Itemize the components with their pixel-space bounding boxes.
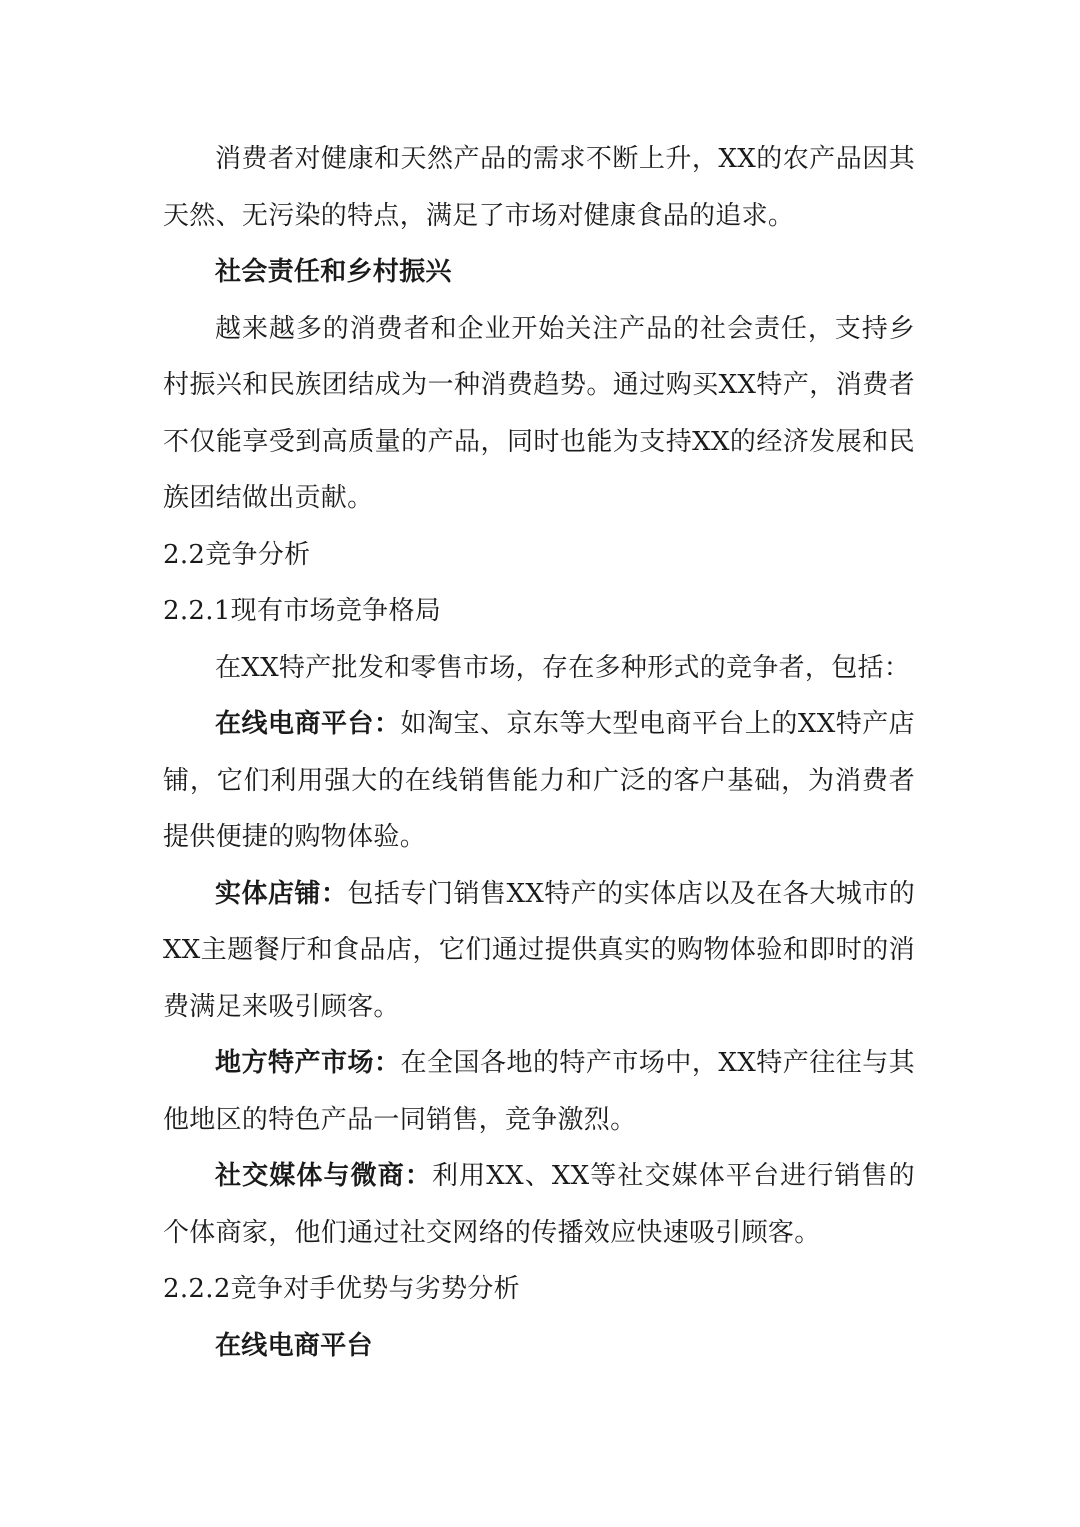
list-item-text: 在全国各地的特产市场中，XX特产往往与其他地区的特色产品一同销售，竞争激烈。 [163, 1048, 915, 1135]
heading-online-platform: 在线电商平台 [215, 1330, 373, 1361]
paragraph-social-responsibility: 越来越多的消费者和企业开始关注产品的社会责任，支持乡村振兴和民族团结成为一种消费趋势。通过购买XX特产，消费者不仅能享受到高质量的产品，同时也能为支持XX的经济发展和民族团结做出贡献。 [163, 313, 915, 513]
heading-market-landscape: 2.2.1现有市场竞争格局 [163, 596, 442, 626]
heading-competitor-swot: 2.2.2竞争对手优势与劣势分析 [163, 1274, 520, 1304]
list-item-social-media [163, 1148, 915, 1261]
list-item-text: 包括专门销售XX特产的实体店以及在各大城市的XX主题餐厅和食品店，它们通过提供真实的购物体验和即时的消费满足来吸引顾客。 [163, 878, 915, 1022]
list-item-text: 利用XX、XX等社交媒体平台进行销售的个体商家，他们通过社交网络的传播效应快速吸引顾客。 [163, 1161, 915, 1248]
list-item-physical-store [163, 866, 915, 1036]
list-item-lead: 实体店铺： [215, 878, 348, 909]
paragraph-competitors-intro: 在XX特产批发和零售市场，存在多种形式的竞争者，包括： [215, 652, 911, 683]
heading-social-responsibility: 社会责任和乡村振兴 [215, 257, 452, 287]
list-item-lead: 地方特产市场： [215, 1048, 401, 1078]
list-item-lead: 在线电商平台： [215, 709, 401, 739]
document-page [163, 131, 915, 1374]
list-item-lead: 社交媒体与微商： [215, 1161, 433, 1191]
list-item-text: 如淘宝、京东等大型电商平台上的XX特产店铺，它们利用强大的在线销售能力和广泛的客户基础，为消费者提供便捷的购物体验。 [163, 709, 915, 852]
list-item-online-platform [163, 696, 915, 866]
heading-competition-analysis: 2.2竞争分析 [163, 539, 311, 570]
paragraph-health-demand: 消费者对健康和天然产品的需求不断上升，XX的农产品因其天然、无污染的特点，满足了市场对健康食品的追求。 [163, 144, 915, 231]
list-item-local-market [163, 1035, 915, 1148]
